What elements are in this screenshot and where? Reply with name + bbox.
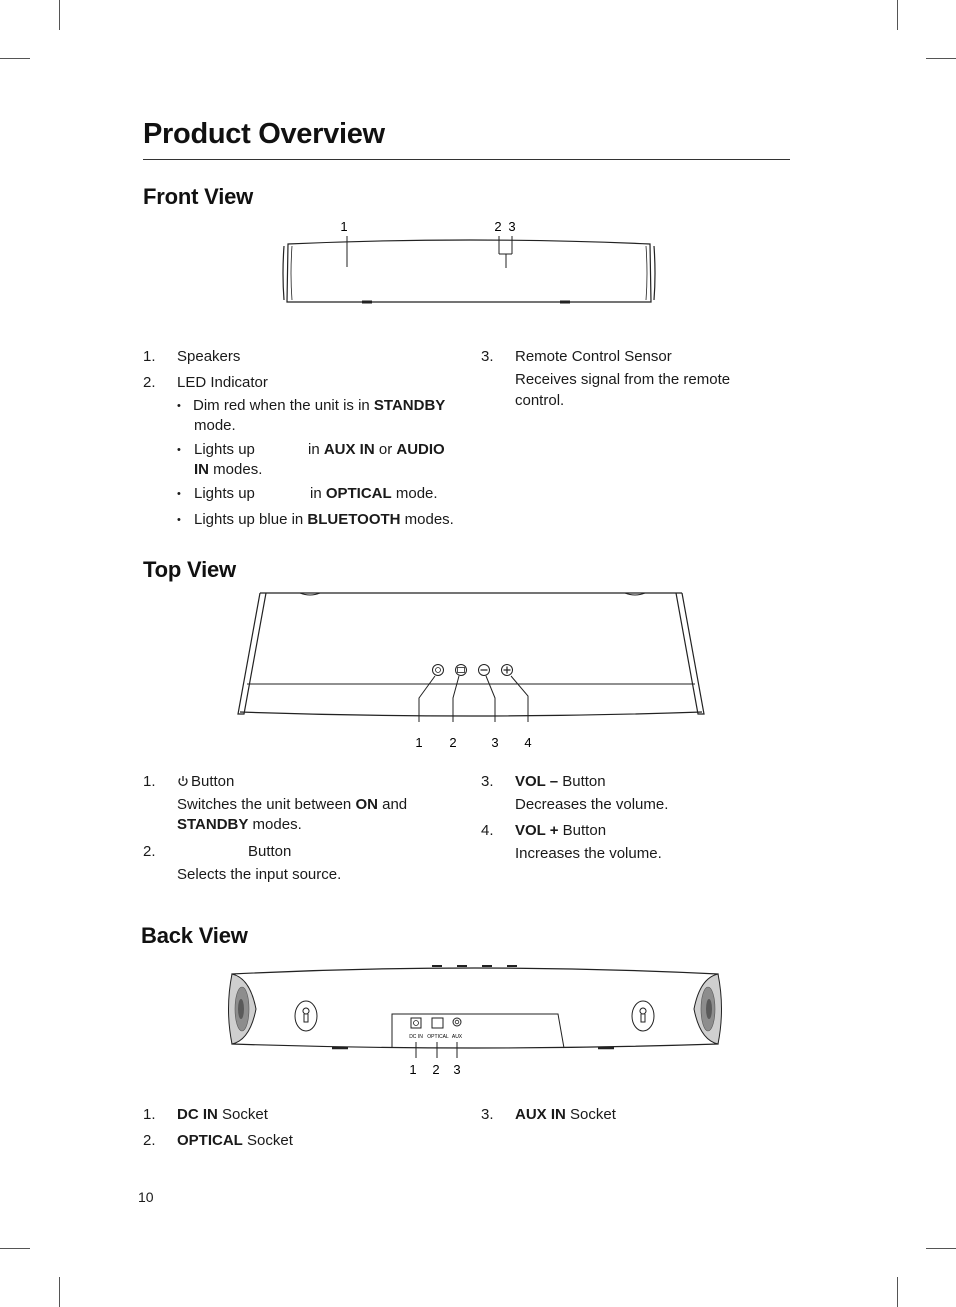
top-item-2-desc: Selects the input source. bbox=[177, 866, 342, 883]
wall-mount-hole-left bbox=[295, 1001, 317, 1031]
led-bullet-aux-lights: Lights up bbox=[194, 441, 255, 458]
right-speaker-grille bbox=[694, 974, 722, 1044]
source-button-icon bbox=[456, 665, 467, 676]
top-item-1-desc-line2: STANDBY modes. bbox=[177, 816, 302, 833]
crop-mark bbox=[926, 1248, 956, 1249]
led-bullet-standby-line2: mode. bbox=[194, 417, 236, 434]
front-item-3-label: Remote Control Sensor bbox=[515, 348, 672, 365]
power-icon bbox=[177, 775, 189, 787]
back-callout-3: 3 bbox=[453, 1062, 461, 1077]
top-callout-4: 4 bbox=[524, 735, 532, 750]
top-item-4-number: 4. bbox=[481, 822, 494, 839]
left-speaker-grille bbox=[229, 974, 257, 1044]
back-item-1-label: DC IN Socket bbox=[177, 1106, 268, 1123]
top-item-3-desc: Decreases the volume. bbox=[515, 796, 669, 813]
crop-mark bbox=[0, 58, 30, 59]
front-item-3-desc-line2: control. bbox=[515, 392, 565, 409]
top-item-1-number: 1. bbox=[143, 773, 156, 790]
bullet-dot: • bbox=[177, 514, 181, 526]
back-item-3-number: 3. bbox=[481, 1106, 494, 1123]
crop-mark bbox=[59, 0, 60, 30]
aux-port bbox=[453, 1018, 461, 1026]
back-item-1-number: 1. bbox=[143, 1106, 156, 1123]
top-item-4-label: VOL + Button bbox=[515, 822, 607, 839]
top-callout-1: 1 bbox=[415, 735, 423, 750]
top-item-3-number: 3. bbox=[481, 773, 494, 790]
wall-mount-hole-right bbox=[632, 1001, 654, 1031]
title-rule bbox=[143, 159, 790, 160]
front-item-3-number: 3. bbox=[481, 348, 494, 365]
port-label-aux: AUX bbox=[451, 1034, 463, 1040]
front-item-2-number: 2. bbox=[143, 374, 156, 391]
top-item-1-label: Button bbox=[191, 773, 235, 790]
top-item-2-number: 2. bbox=[143, 843, 156, 860]
port-label-optical: OPTICAL bbox=[427, 1034, 449, 1040]
top-callout-2: 2 bbox=[449, 735, 457, 750]
back-view-heading: Back View bbox=[141, 923, 248, 948]
led-bullet-bluetooth: Lights up blue in BLUETOOTH modes. bbox=[194, 511, 454, 528]
back-view-diagram bbox=[220, 958, 730, 1083]
top-item-2-label: Button bbox=[248, 843, 292, 860]
top-item-4-desc: Increases the volume. bbox=[515, 845, 662, 862]
back-item-3-label: AUX IN Socket bbox=[515, 1106, 616, 1123]
back-callout-2: 2 bbox=[432, 1062, 440, 1077]
page-title: Product Overview bbox=[143, 118, 385, 150]
led-bullet-optical: in OPTICAL mode. bbox=[310, 485, 438, 502]
back-item-2-label: OPTICAL Socket bbox=[177, 1132, 293, 1149]
dc-in-port bbox=[411, 1018, 421, 1028]
port-label-dc-in: DC IN bbox=[409, 1034, 423, 1040]
led-bullet-aux: in AUX IN or AUDIO bbox=[308, 441, 445, 458]
crop-mark bbox=[897, 1277, 898, 1307]
front-callout-1: 1 bbox=[340, 219, 348, 234]
bullet-dot: • bbox=[177, 444, 181, 456]
volume-up-icon bbox=[502, 665, 513, 676]
crop-mark bbox=[0, 1248, 30, 1249]
top-callout-3: 3 bbox=[491, 735, 499, 750]
back-callout-1: 1 bbox=[409, 1062, 417, 1077]
power-button-icon bbox=[433, 665, 444, 676]
led-bullet-optical-lights: Lights up bbox=[194, 485, 255, 502]
top-item-1-desc: Switches the unit between ON and bbox=[177, 796, 408, 813]
front-item-3-desc: Receives signal from the remote bbox=[515, 371, 731, 388]
crop-mark bbox=[897, 0, 898, 30]
front-item-2-label: LED Indicator bbox=[177, 374, 268, 391]
volume-down-icon bbox=[479, 665, 490, 676]
top-view-diagram bbox=[230, 586, 720, 756]
bullet-dot: • bbox=[177, 400, 181, 412]
page-number: 10 bbox=[138, 1189, 154, 1205]
optical-port bbox=[432, 1018, 443, 1028]
front-item-1-number: 1. bbox=[143, 348, 156, 365]
led-bullet-standby: Dim red when the unit is in STANDBY bbox=[193, 397, 446, 414]
back-item-2-number: 2. bbox=[143, 1132, 156, 1149]
top-item-3-label: VOL – Button bbox=[515, 773, 606, 790]
front-item-1-label: Speakers bbox=[177, 348, 241, 365]
crop-mark bbox=[59, 1277, 60, 1307]
front-callout-3: 3 bbox=[508, 219, 516, 234]
front-callout-2: 2 bbox=[494, 219, 502, 234]
led-bullet-aux-line2: IN modes. bbox=[194, 461, 263, 478]
front-view-heading: Front View bbox=[143, 184, 254, 209]
top-view-heading: Top View bbox=[143, 557, 236, 582]
crop-mark bbox=[926, 58, 956, 59]
front-view-diagram bbox=[270, 214, 670, 314]
bullet-dot: • bbox=[177, 488, 181, 500]
